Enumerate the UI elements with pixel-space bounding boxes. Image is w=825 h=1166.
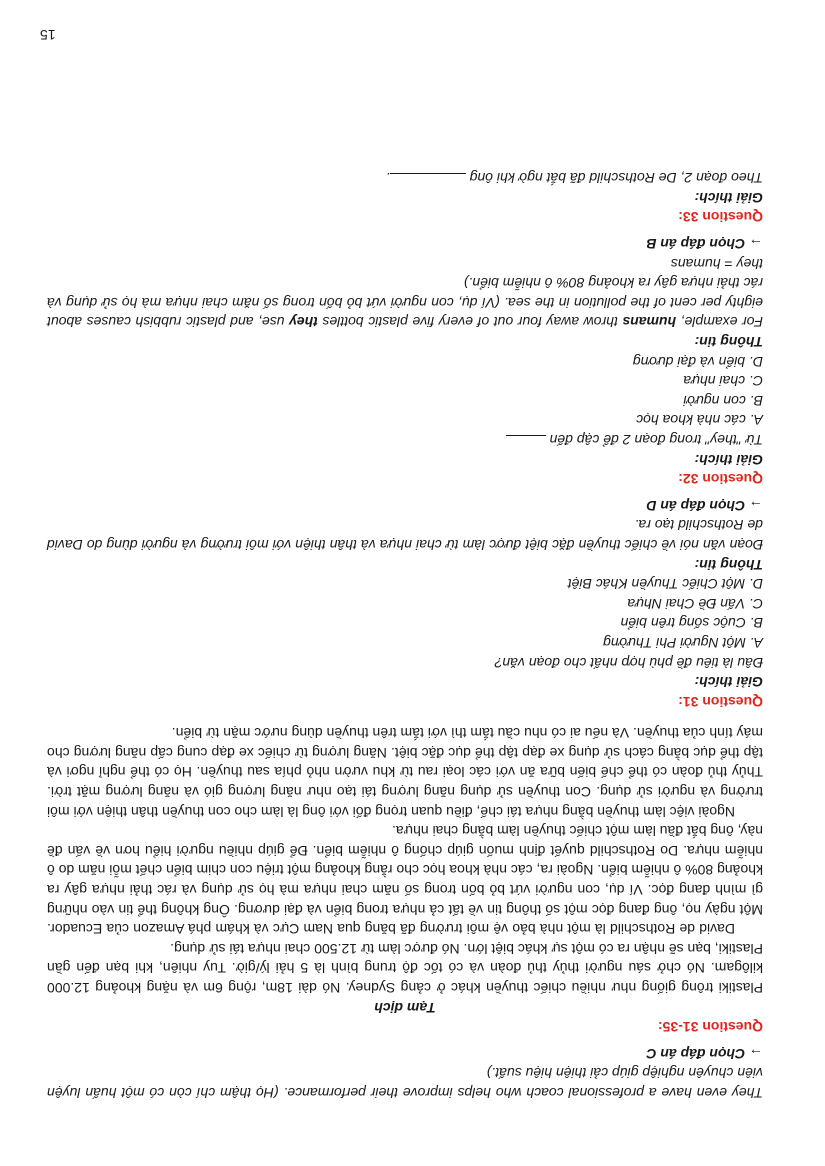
q31-option: D. Một Chiếc Thuyền Khác Biệt [567, 576, 763, 593]
q32-option: A. các nhà khoa học [636, 412, 763, 429]
q32-giai-thich: Giải thích: [694, 451, 763, 468]
translation-paragraph: Plastiki trông giống như nhiều chiếc thuyền khác ở cảng Sydney. Nó dài 18m, rộng 6m và nặng khoảng 12.000 kilôgam. Nó chở sáu người thủy thủ đoàn và có tốc độ trung bình là 5 hải lý/giờ. Tuy nhiên, khi bạn đến gần Plastiki, bạn sẽ nhận ra có một sự khác biệt lớn. Nó được làm từ 12.500 chai nhựa tái sử dụng. [47, 940, 763, 997]
q31-option: C. Vấn Đề Chai Nhựa [627, 595, 763, 612]
answer-blank [390, 173, 466, 186]
q31-label: Question 31: [678, 693, 763, 710]
q32-info-part: use, and plastic rubbish causes about eighty per cent of the pollution in the sea. (Ví dụ, con người vứt bỏ bốn trong số năm chai nhựa mà họ sử dụng và rác thải nhựa gây ra khoảng 80% ô nhiễm biển.) [47, 275, 763, 331]
q33-label: Question 33: [678, 209, 763, 226]
page-number-row [0, 24, 825, 44]
q32-option: B. con người [683, 392, 763, 409]
q32-prompt-line [47, 429, 763, 449]
page-content [47, 168, 763, 1102]
q32-prompt: Từ "they" trong đoạn 2 để cập đến [549, 432, 763, 448]
q33-giai-thich: Giải thích: [694, 189, 763, 206]
q32-equation: they = humans [670, 255, 763, 272]
q32-info-highlight: humans [622, 314, 677, 331]
q31-thong-tin: Thông tin: [694, 556, 763, 573]
translation-paragraph: David de Rothschild là một nhà bảo vệ môi trường đã băng qua Nam Cực và khám phá Amazon của Ecuador. Một ngày nọ, ông đang đọc một số thông tin về tất cả nhựa trong biển và đại dương. Ông không thể tin vào những gì mình đang đọc. Ví dụ, con người vứt bỏ bốn trong số năm chai nhựa mà họ sử dụng và rác thải nhựa gây ra khoảng 80% ô nhiễm biển. Ngoài ra, các nhà khoa học cho rằng khoảng một triệu con chim biển chết mỗi năm do ô nhiễm nhựa. Do Rothschild quyết định muốn giúp chống ô nhiễm biển. Để giúp nhiều người hiểu hơn về vấn đề này, ông bắt đầu làm một chiếc thuyền làm bằng chai nhựa. [47, 823, 763, 938]
q31-info: Đoạn văn nói về chiếc thuyền đặc biệt được làm từ chai nhựa và thân thiện với môi trường và người dùng do David de Rothschild tạo ra. [47, 517, 763, 553]
q32-info [47, 273, 763, 332]
q32-info-part: throw away four out of every five plastic bottles [317, 314, 623, 331]
q33-prompt-line: Theo đoạn 2, De Rothschild đã bắt ngờ khi ông . [385, 170, 763, 187]
translation-paragraph: Ngoài việc làm thuyền bằng nhựa tái chế, điều quan trọng đối với ông là làm cho con thuyền thân thiện với môi trường và người sử dụng. Con thuyền sử dụng năng lượng tái tạo như năng lượng gió và năng lượng mặt trời. Thủy thủ đoàn có thể chế biến bữa ăn với các loại rau từ khu vườn nhỏ phía sau thuyền. Họ có thể nghỉ ngơi và tập thể dục bằng cách sử dụng xe đạp tập thể dục đặc biệt. Năng lượng từ chiếc xe đạp cung cấp năng lượng cho máy tính của thuyền. Và nếu ai có nhu cầu tắm thì với tắm trên thuyền dùng nước mặn từ biển. [47, 725, 763, 820]
page-number: 15 [40, 27, 56, 43]
q31-option: B. Cuộc sống trên biển [620, 615, 763, 632]
q32-thong-tin: Thông tin: [694, 334, 763, 351]
q32-option: C. chai nhựa [683, 373, 763, 390]
answer-prev: → Chọn đáp án C [646, 1045, 763, 1062]
q32-answer: → Chọn đáp án B [646, 236, 763, 253]
q31-answer: → Chọn đáp án D [646, 497, 763, 514]
section-heading: Question 31-35: [657, 1019, 763, 1036]
q31-option: A. Một Người Phi Thường [603, 634, 763, 651]
answer-blank [506, 435, 546, 448]
q32-label: Question 32: [678, 471, 763, 488]
q33-prompt: Theo đoạn 2, De Rothschild đã bắt ngờ khi ông [469, 170, 763, 187]
q32-option: D. biển và đại dương [632, 353, 763, 370]
q31-giai-thich: Giải thích: [694, 674, 763, 691]
intro-text: They even have a professional coach who helps improve their performance. (Họ thậm chí còn có một huấn luyện viên chuyên nghiệp giúp cải thiện hiệu suất.) [47, 1065, 763, 1101]
translation-heading: Tạm dịch [374, 999, 436, 1016]
q32-info-highlight: they [289, 314, 318, 331]
q32-info-part: For example, [676, 314, 763, 331]
q31-prompt: Đâu là tiêu đề phù hợp nhất cho đoạn văn? [494, 654, 763, 671]
